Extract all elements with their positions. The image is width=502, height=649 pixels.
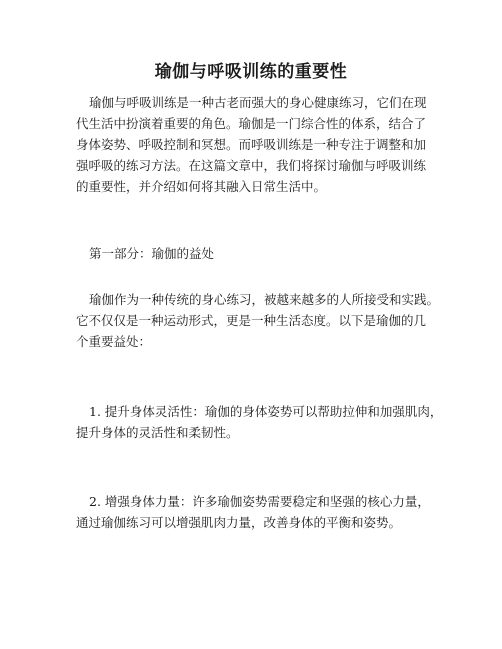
intro-line: 瑜伽与呼吸训练是一种古老而强大的身心健康练习，它们在现 xyxy=(89,95,427,110)
list-item-line: 通过瑜伽练习可以增强肌肉力量，改善身体的平衡和姿势。 xyxy=(76,515,402,530)
intro-line: 强呼吸的练习方法。在这篇文章中，我们将探讨瑜伽与呼吸训练 xyxy=(76,158,427,173)
section-heading: 第一部分：瑜伽的益处 xyxy=(89,246,215,261)
section-paragraph-line: 瑜伽作为一种传统的身心练习，被越来越多的人所接受和实践。 xyxy=(89,292,440,307)
list-item-line: 1. 提升身体灵活性：瑜伽的身体姿势可以帮助拉伸和加强肌肉， xyxy=(89,404,443,419)
document-title: 瑜伽与呼吸训练的重要性 xyxy=(154,62,348,82)
intro-line: 的重要性，并介绍如何将其融入日常生活中。 xyxy=(76,179,327,194)
section-paragraph-line: 个重要益处： xyxy=(76,334,152,349)
intro-line: 代生活中扮演着重要的角色。瑜伽是一门综合性的体系，结合了 xyxy=(76,116,427,131)
section-paragraph-line: 它不仅仅是一种运动形式，更是一种生活态度。以下是瑜伽的几 xyxy=(76,313,427,328)
list-item-line: 2. 增强身体力量：许多瑜伽姿势需要稳定和坚强的核心力量， xyxy=(89,494,430,509)
intro-line: 身体姿势、呼吸控制和冥想。而呼吸训练是一种专注于调整和加 xyxy=(76,137,427,152)
list-item-line: 提升身体的灵活性和柔韧性。 xyxy=(76,425,239,440)
